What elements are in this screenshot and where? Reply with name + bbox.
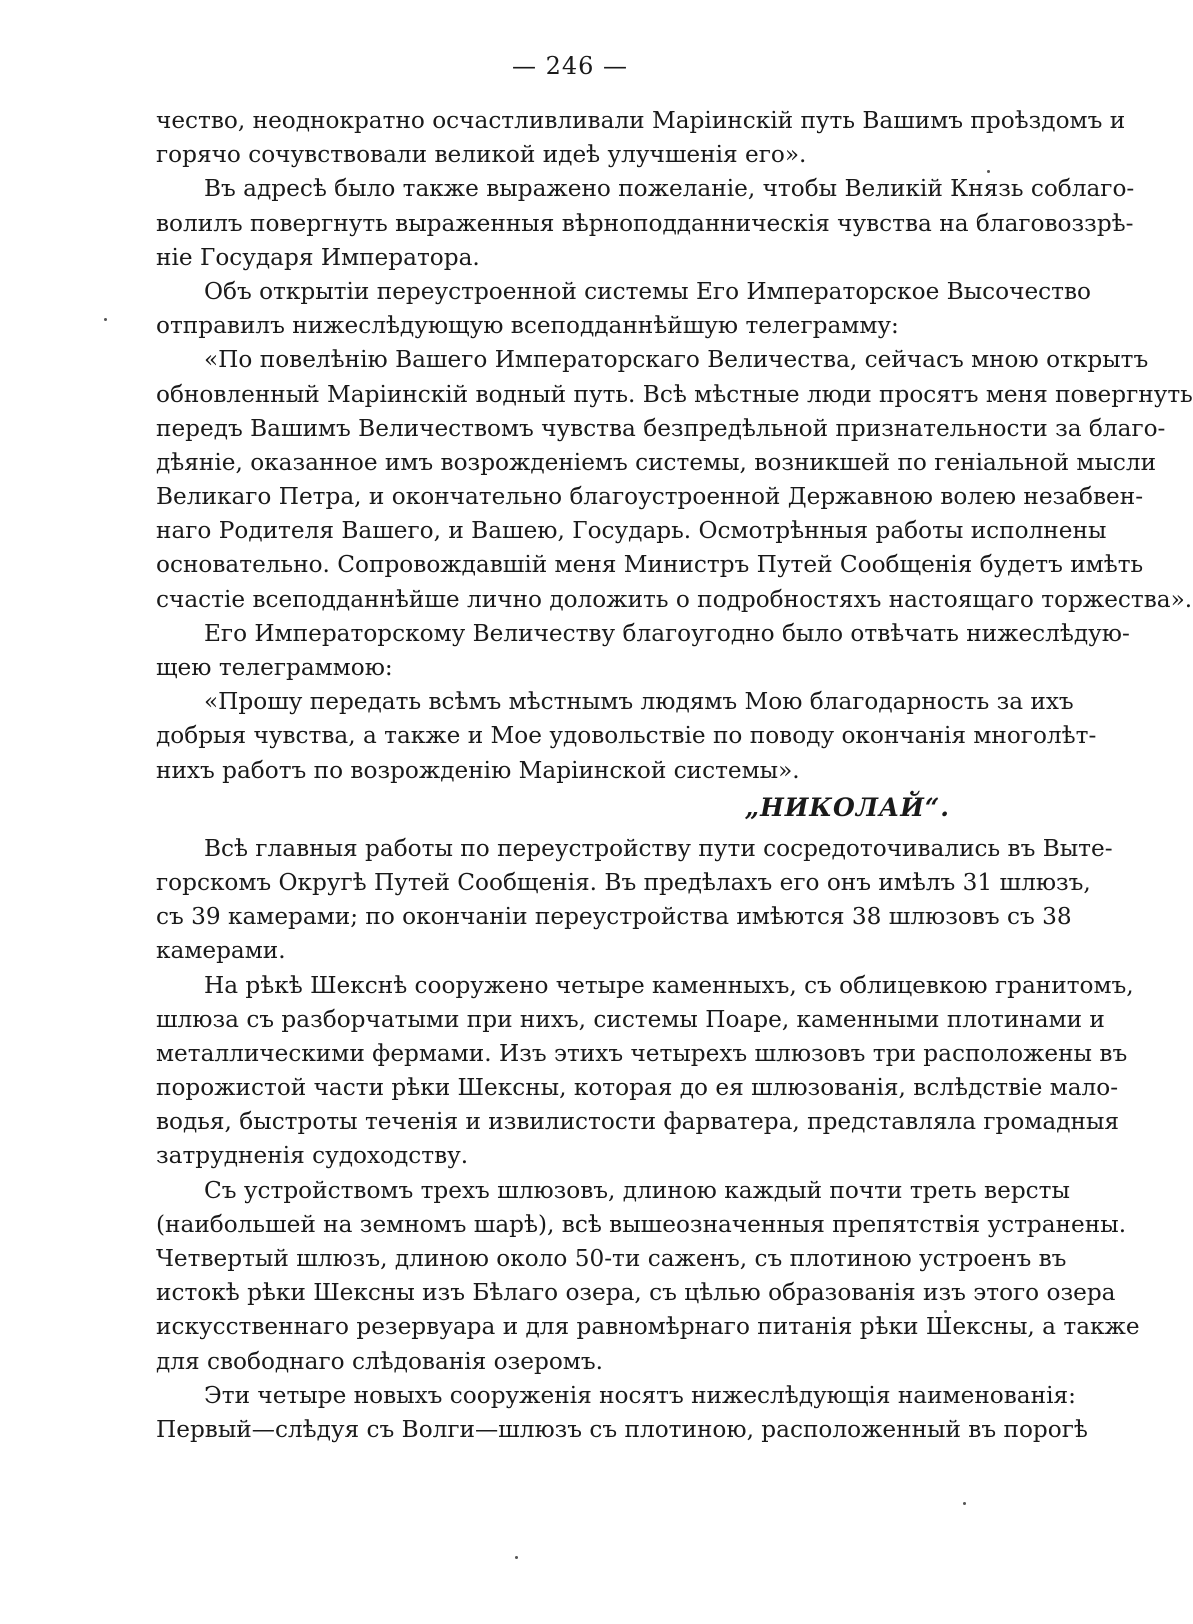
text-line: шлюза съ разборчатыми при нихъ, системы Поаре, каменными плотинами и [156,1005,1105,1033]
text-line: Эти четыре новыхъ сооруженія носятъ нижеслѣдующія наименованія: [204,1381,1076,1409]
paragraph [156,832,1113,969]
scan-speck [987,170,990,173]
text-line: Четвертый шлюзъ, длиною около 50-ти саженъ, съ плотиною устроенъ въ [156,1245,1067,1272]
text-line: добрыя чувства, а также и Мое удовольствіе по поводу окончанія многолѣт- [156,722,1097,750]
text-line: нихъ работъ по возрожденію Маріинской системы». [156,756,800,784]
text-line: металлическими фермами. Изъ этихъ четырехъ шлюзовъ три расположены въ [156,1039,1128,1067]
paragraph [156,1379,1088,1447]
text-line: Всѣ главныя работы по переустройству пути сосредоточивались въ Выте- [204,834,1113,862]
text-line: истокѣ рѣки Шексны изъ Бѣлаго озера, съ цѣлью образованія изъ этого озера [156,1279,1116,1307]
text-line: Съ устройствомъ трехъ шлюзовъ, длиною каждый почти треть версты [204,1176,1070,1204]
text-line: «Прошу передать всѣмъ мѣстнымъ людямъ Мою благодарность за ихъ [204,688,1074,716]
text-line: Въ адресѣ было также выражено пожеланіе, чтобы Великій Князь соблаго- [204,175,1135,203]
text-line: ніе Государя Императора. [156,243,480,271]
text-line: Великаго Петра, и окончательно благоустроенной Державною волею незабвен- [156,483,1144,511]
text-line: обновленный Маріинскій водный путь. Всѣ мѣстные люди просятъ меня повергнуть [156,380,1193,408]
text-line: «По повелѣнію Вашего Императорскаго Величества, сейчасъ мною открытъ [204,346,1149,374]
paragraph [156,617,1130,685]
text-line: наго Родителя Вашего, и Вашею, Государь. Осмотрѣнныя работы исполнены [156,517,1107,545]
signature: „НИКОЛАЙ“. [744,792,950,822]
paragraph [156,275,1091,343]
body-text [156,104,1193,1447]
text-line: щею телеграммою: [156,654,393,681]
text-line: волилъ повергнуть выраженныя вѣрноподданническія чувства на благовоззрѣ- [156,209,1134,237]
page-number: — 246 — [511,52,629,80]
paragraph [156,172,1135,275]
paragraph [156,1174,1140,1379]
reply-quote [156,685,1097,788]
scan-speck [944,1310,947,1313]
text-line: Объ открытіи переустроенной системы Его Императорское Высочество [204,277,1091,305]
text-line: отправилъ нижеслѣдующую всеподданнѣйшую телеграмму: [156,312,899,340]
scan-speck [963,1502,966,1505]
text-line: передъ Вашимъ Величествомъ чувства безпредѣльной признательности за благо- [156,414,1166,442]
text-line: дѣяніе, оказанное имъ возрожденіемъ системы, возникшей по геніальной мысли [156,448,1157,476]
text-line: Его Императорскому Величеству благоугодно было отвѣчать нижеслѣдую- [204,619,1130,647]
text-line: горячо сочувствовали великой идеѣ улучшенія его». [156,141,807,169]
text-line: съ 39 камерами; по окончаніи переустройства имѣются 38 шлюзовъ съ 38 [156,903,1072,931]
scan-speck [104,318,107,321]
text-line: На рѣкѣ Шекснѣ сооружено четыре каменныхъ, съ облицевкою гранитомъ, [204,971,1134,999]
text-line: основательно. Сопровождавшій меня Министръ Путей Сообщенія будетъ имѣть [156,551,1144,579]
text-line: горскомъ Округѣ Путей Сообщенія. Въ предѣлахъ его онъ имѣлъ 31 шлюзъ, [156,868,1091,896]
text-line: камерами. [156,937,286,965]
telegram-quote [156,343,1193,617]
text-line: затрудненія судоходству. [156,1142,469,1170]
paragraph [156,104,1126,172]
text-line: счастіе всеподданнѣйше лично доложить о подробностяхъ настоящаго торжества». [156,585,1193,613]
text-line: Первый—слѣдуя съ Волги—шлюзъ съ плотиною, расположенный въ порогѣ [156,1415,1088,1443]
text-line: искусственнаго резервуара и для равномѣрнаго питанія рѣки Шексны, а также [156,1313,1140,1341]
paragraph [156,969,1134,1174]
text-line: водья, быстроты теченія и извилистости фарватера, представляла громадныя [156,1108,1120,1136]
scan-speck [515,1556,518,1559]
text-line: чество, неоднократно осчастливливали Маріинскій путь Вашимъ проѣздомъ и [156,107,1126,134]
text-line: для свободнаго слѣдованія озеромъ. [156,1347,603,1375]
text-line: (наибольшей на земномъ шарѣ), всѣ вышеозначенныя препятствія устранены. [156,1210,1127,1238]
text-line: порожистой части рѣки Шексны, которая до ея шлюзованія, вслѣдствіе мало- [156,1074,1119,1102]
